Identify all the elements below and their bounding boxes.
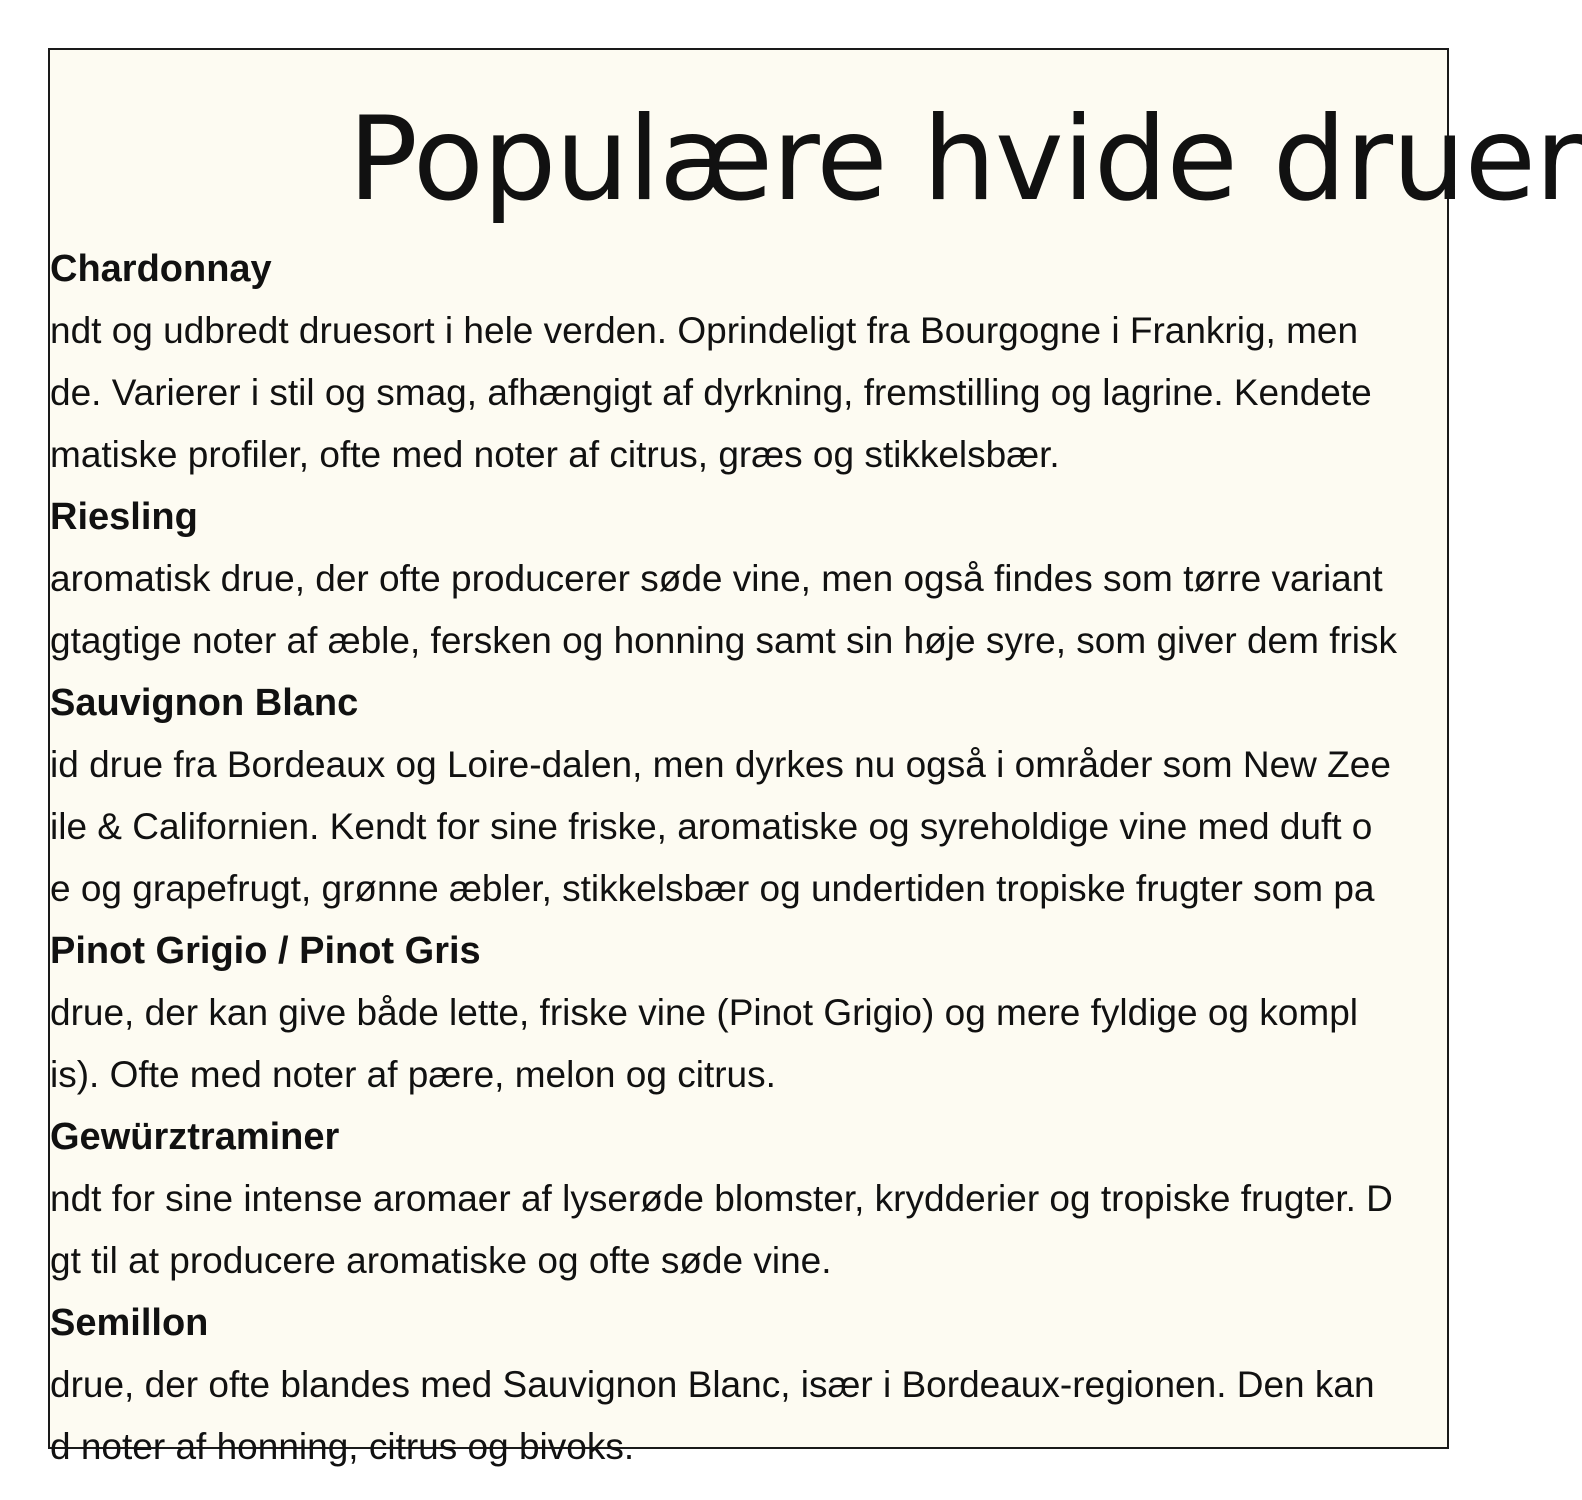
document-sheet	[50, 50, 1582, 1467]
page-frame	[48, 48, 1582, 1467]
grape-name: Riesling	[50, 496, 198, 538]
grape-section	[50, 1292, 1451, 1478]
grape-section	[50, 1106, 1451, 1292]
grape-description-line: gtagtige noter af æble, fersken og honning samt sin høje syre, som giver dem frisk	[50, 620, 1398, 661]
grape-description-line: d noter af honning, citrus og bivoks.	[50, 1426, 635, 1467]
grape-section	[50, 920, 1451, 1106]
grape-description-line: ile & Californien. Kendt for sine friske, aromatiske og syreholdige vine med duft o	[50, 806, 1373, 847]
grape-section	[50, 238, 1451, 486]
grape-description-line: matiske profiler, ofte med noter af citrus, græs og stikkelsbær.	[50, 434, 1060, 475]
grape-description-line: gt til at producere aromatiske og ofte søde vine.	[50, 1240, 832, 1281]
grape-name: Semillon	[50, 1302, 209, 1344]
grape-list	[50, 238, 1451, 1478]
grape-description-line: drue, der kan give både lette, friske vine (Pinot Grigio) og mere fyldige og kompl	[50, 992, 1358, 1033]
page-title: Populære hvide druer	[348, 92, 1582, 227]
grape-description-line: is). Ofte med noter af pære, melon og citrus.	[50, 1054, 776, 1095]
grape-name: Sauvignon Blanc	[50, 682, 359, 724]
grape-description-line: aromatisk drue, der ofte producerer søde vine, men også findes som tørre variant	[50, 558, 1383, 599]
grape-description-line: drue, der ofte blandes med Sauvignon Blanc, især i Bordeaux-regionen. Den kan	[50, 1364, 1375, 1405]
grape-description-line: de. Varierer i stil og smag, afhængigt af dyrkning, fremstilling og lagrine. Kendete	[50, 372, 1372, 413]
grape-description-line: ndt for sine intense aromaer af lyserøde blomster, krydderier og tropiske frugter. D	[50, 1178, 1393, 1219]
grape-description-line: e og grapefrugt, grønne æbler, stikkelsbær og undertiden tropiske frugter som pa	[50, 868, 1375, 909]
grape-name: Pinot Grigio / Pinot Gris	[50, 930, 481, 972]
grape-name: Chardonnay	[50, 248, 272, 290]
grape-name: Gewürztraminer	[50, 1116, 340, 1158]
grape-section	[50, 486, 1451, 672]
grape-description-line: id drue fra Bordeaux og Loire-dalen, men dyrkes nu også i områder som New Zee	[50, 744, 1391, 785]
grape-description-line: ndt og udbredt druesort i hele verden. Oprindeligt fra Bourgogne i Frankrig, men	[50, 310, 1359, 351]
grape-section	[50, 672, 1451, 920]
